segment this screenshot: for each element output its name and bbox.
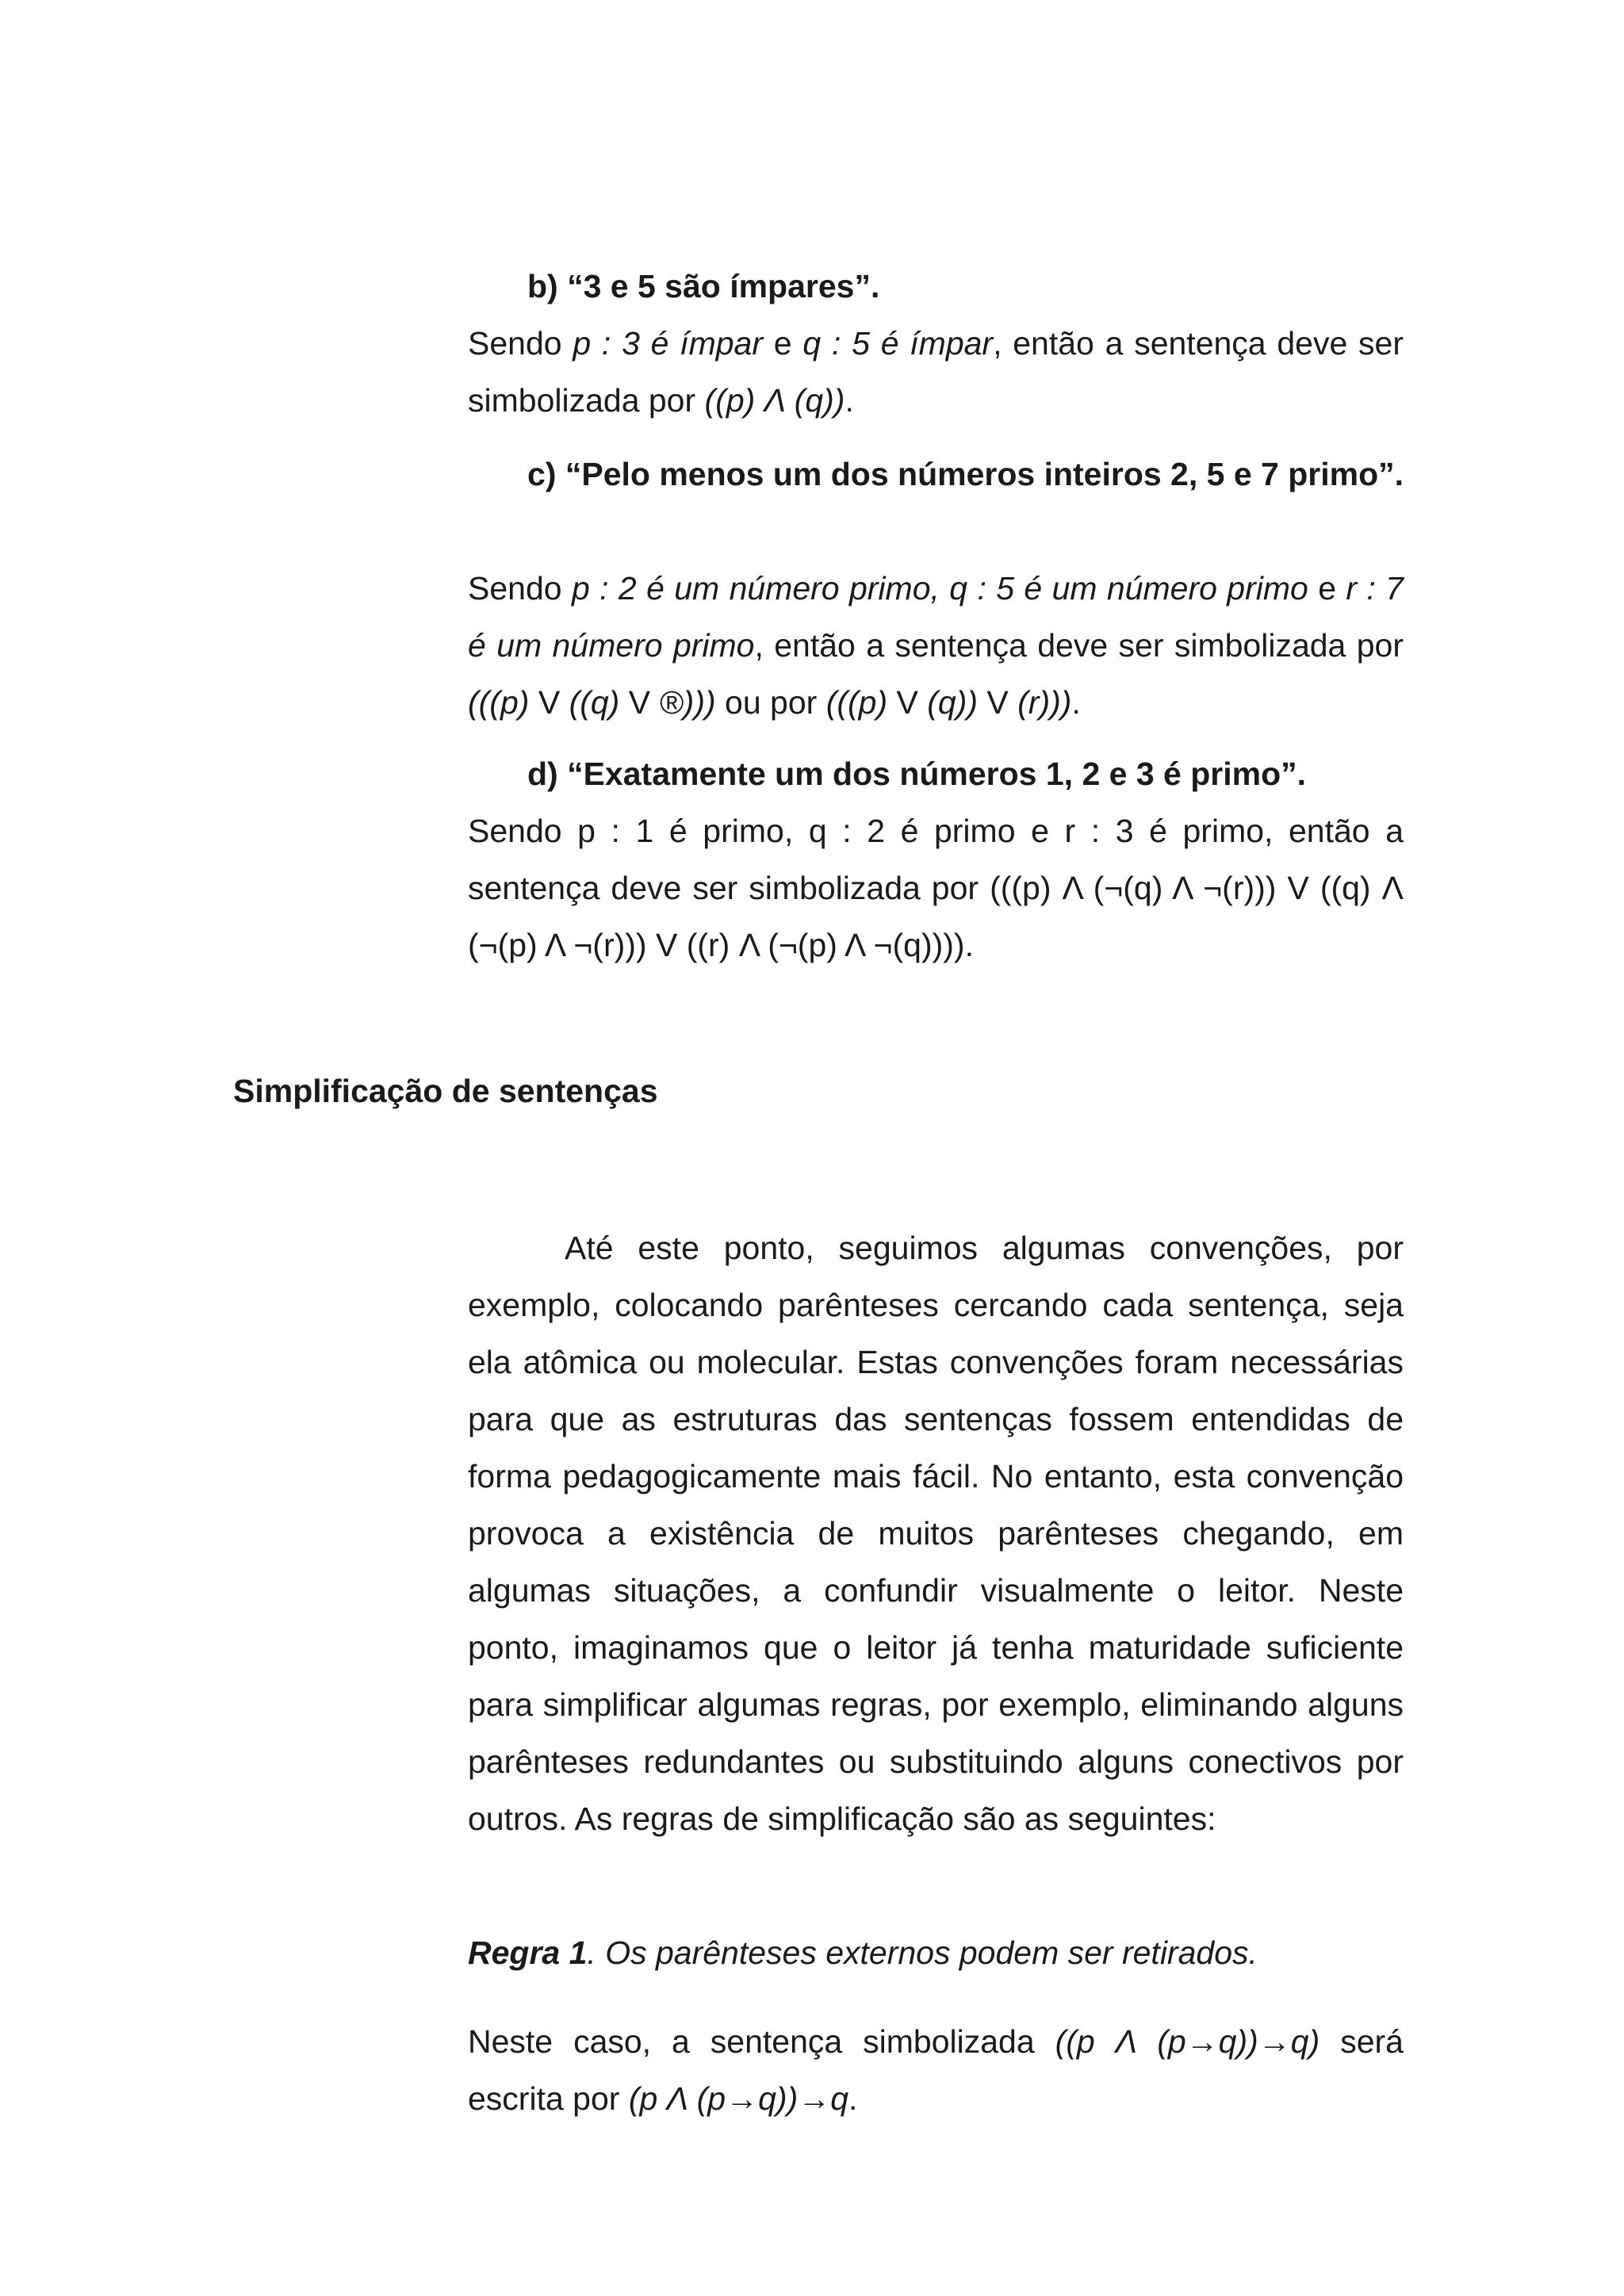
connective: V [887,684,928,721]
text-run: , então a sentença deve ser simbolizada por [468,325,1404,419]
formula: (((p) [468,684,530,721]
example-paragraph [468,2013,1404,2127]
r-definition: r : 7 é um número primo [468,570,1404,664]
formula: (((p) [825,684,888,721]
formula: ®))) [659,684,716,721]
text-run: . [1071,684,1081,721]
connective: V [619,684,660,721]
p-definition: p : 3 é ímpar [573,325,764,362]
intro-paragraph [468,1219,1404,1847]
text-run: ou por [715,684,826,721]
connective: V [529,684,569,721]
formula: (r))) [1017,684,1072,721]
item-c-heading: c) “Pelo menos um dos números inteiros 2, 5 e 7 primo”. [527,456,1404,492]
connective: V [978,684,1018,721]
formula: ((q) [569,684,620,721]
text-run: Sendo [468,570,572,607]
text-run: . [848,2080,858,2117]
text-run: será escrita por [468,2023,1404,2117]
text-run: Sendo [468,325,573,362]
text-run: , então a sentença deve ser simbolizada por [754,627,1404,664]
rule-1 [468,1924,1404,1981]
text-run: Neste caso, a sentença simbolizada [468,2023,1055,2060]
item-c-text [468,560,1404,731]
rule-label: Regra 1 [468,1934,588,1971]
formula: ((p Λ (p→q))→q) [1055,2023,1320,2060]
formula: (p Λ (p→q))→q [628,2080,849,2117]
intro-text: Até este ponto, seguimos algumas convenções, por exemplo, colocando parênteses cercando cada sentença, seja ela atômica ou molecular. Estas convenções foram necessárias para que as estruturas das sentenças fossem entendidas de forma pedagogicamente mais fácil. No entanto, esta convenção provoca a existência de muitos parênteses chegando, em algumas situações, a confundir visualmente o leitor. Neste ponto, imaginamos que o leitor já tenha maturidade suficiente para simplificar algumas regras, por exemplo, eliminando alguns parênteses redundantes ou substituindo alguns conectivos por outros. As regras de simplificação são as seguintes: [468,1230,1404,1837]
text-run: . [845,382,854,419]
text-run: e [763,325,803,362]
rule-text: . Os parênteses externos podem ser retirados. [587,1934,1258,1971]
item-d-text: Sendo p : 1 é primo, q : 2 é primo e r : 3 é primo, então a sentença deve ser simbolizada por (((p) Λ (¬(q) Λ ¬(r))) V ((q) Λ (¬(p) Λ ¬(r))) V ((r) Λ (¬(p) Λ ¬(q)))). [468,813,1404,963]
item-d-heading: d) “Exatamente um dos números 1, 2 e 3 é primo”. [527,756,1306,792]
item-b-text [468,315,1404,429]
formula: (q)) [927,684,979,721]
text-run: e [1308,570,1346,607]
q-definition: q : 5 é ímpar [802,325,994,362]
pq-definition: p : 2 é um número primo, q : 5 é um número primo [571,570,1308,607]
section-title: Simplificação de sentenças [233,1073,658,1109]
formula: ((p) Λ (q)) [704,382,845,419]
item-b-heading: b) “3 e 5 são ímpares”. [527,268,880,304]
